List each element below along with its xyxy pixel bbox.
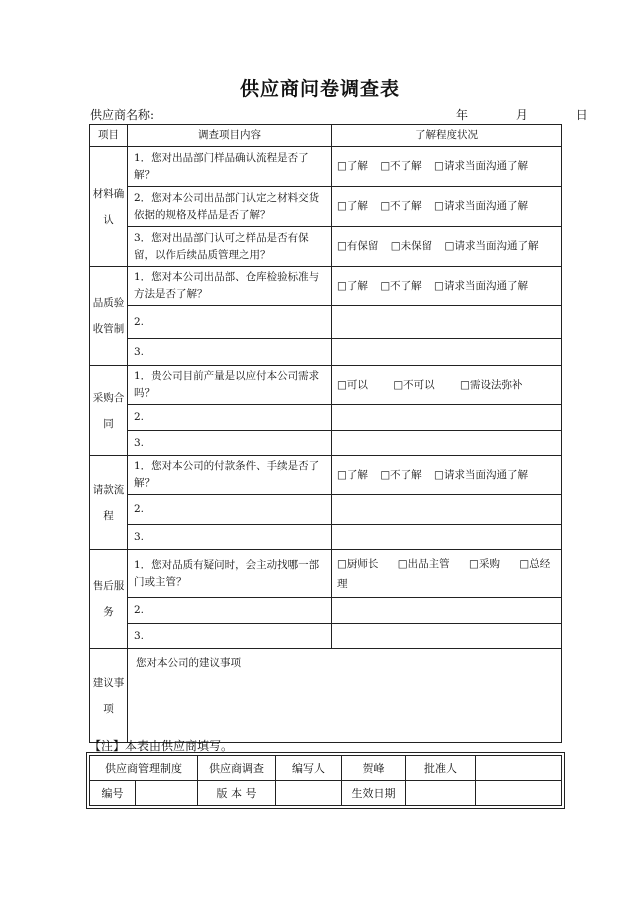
section-category: 售后服务 [90,550,128,649]
options-cell[interactable] [332,227,562,267]
option-checkbox[interactable]: □不了解 [380,468,422,481]
option-checkbox[interactable]: □请求当面沟通了解 [434,468,528,481]
question-cell: 3. [128,339,332,366]
table-row [90,598,562,624]
option-checkbox[interactable]: □了解 [337,279,368,292]
footer-cell: 生效日期 [342,781,406,806]
table-row [90,456,562,495]
option-checkbox[interactable]: □总经理 [337,557,551,590]
table-row [90,550,562,598]
header-status: 了解程度状况 [332,125,562,147]
question-cell: 2. [128,495,332,525]
option-checkbox[interactable]: □可以 [337,378,368,391]
options-cell[interactable] [332,306,562,339]
section-category: 品质验收管制 [90,267,128,366]
table-header-row [90,125,562,147]
question-cell: 1．您对本公司出品部、仓库检验标准与方法是否了解？ [128,267,332,306]
question-cell: 1．您对出品部门样品确认流程是否了解？ [128,147,332,187]
option-checkbox[interactable]: □采购 [469,557,500,570]
date-day: 日 [575,108,588,122]
option-checkbox[interactable]: □了解 [337,200,368,212]
option-checkbox[interactable]: □需设法弥补 [460,378,523,391]
header-content: 调查项目内容 [128,125,332,147]
question-cell: 2. [128,306,332,339]
question-cell: 3. [128,624,332,649]
options-cell[interactable] [332,525,562,550]
footer-row [90,781,562,806]
options-cell[interactable] [332,147,562,187]
table-row [90,339,562,366]
date-month: 月 [515,108,528,122]
option-checkbox[interactable]: □有保留 [337,240,379,252]
footer-cell[interactable] [276,781,342,806]
option-checkbox[interactable]: □了解 [337,160,368,172]
section-category: 材料确认 [90,147,128,267]
option-checkbox[interactable]: □不了解 [380,279,422,292]
option-checkbox[interactable]: □了解 [337,468,368,481]
footer-cell: 供应商管理制度 [90,756,198,781]
form-note: 【注】本表由供应商填写。 [89,739,234,753]
options-cell[interactable] [332,495,562,525]
footer-cell[interactable] [476,781,562,806]
question-cell: 2. [128,598,332,624]
document-title: 供应商问卷调查表 [239,78,400,100]
section-category: 采购合同 [90,366,128,456]
option-checkbox[interactable]: □请求当面沟通了解 [434,279,528,292]
option-checkbox[interactable]: □未保留 [390,240,433,252]
question-cell: 2. [128,405,332,431]
question-cell: 1．您对品质有疑问时，会主动找哪一部门或主管？ [128,550,332,598]
options-cell[interactable] [332,550,562,598]
suggestion-category: 建议事项 [90,649,128,743]
table-row [90,267,562,306]
question-cell: 3．您对出品部门认可之样品是否有保留，以作后续品质管理之用？ [128,227,332,267]
option-checkbox[interactable]: □出品主管 [397,557,450,570]
footer-cell[interactable] [476,756,562,781]
option-checkbox[interactable]: □不了解 [380,200,422,212]
options-cell[interactable] [332,267,562,306]
question-cell: 1．您对本公司的付款条件、手续是否了解？ [128,456,332,495]
table-row [90,431,562,456]
options-cell[interactable] [332,598,562,624]
footer-cell: 版 本 号 [198,781,276,806]
question-cell: 3. [128,525,332,550]
table-row [90,495,562,525]
question-cell: 3. [128,431,332,456]
options-cell[interactable] [332,431,562,456]
supplier-name-label: 供应商名称: [90,108,155,122]
options-cell[interactable] [332,405,562,431]
footer-cell: 贺峰 [342,756,406,781]
footer-cell: 批准人 [406,756,476,781]
option-checkbox[interactable]: □厨师长 [337,557,379,570]
table-row [90,187,562,227]
footer-cell[interactable] [136,781,198,806]
survey-table [89,124,562,743]
options-cell[interactable] [332,456,562,495]
date-field [456,106,588,123]
table-row [90,405,562,431]
table-row [90,147,562,187]
options-cell[interactable] [332,339,562,366]
table-row [90,227,562,267]
table-row [90,366,562,405]
option-checkbox[interactable]: □不了解 [380,160,422,172]
document-control-table [89,755,562,806]
option-checkbox[interactable]: □请求当面沟通了解 [444,240,539,252]
option-checkbox[interactable]: □请求当面沟通了解 [434,200,528,212]
footer-cell: 编写人 [276,756,342,781]
suggestion-row [90,649,562,743]
options-cell[interactable] [332,366,562,405]
date-year: 年 [456,108,469,122]
options-cell[interactable] [332,187,562,227]
footer-cell: 供应商调查 [198,756,276,781]
footer-cell: 编号 [90,781,136,806]
table-row [90,624,562,649]
option-checkbox[interactable]: □请求当面沟通了解 [434,160,528,172]
section-category: 请款流程 [90,456,128,550]
question-cell: 2．您对本公司出品部门认定之材料交货依据的规格及样品是否了解？ [128,187,332,227]
table-row [90,525,562,550]
footer-row [90,756,562,781]
footer-cell[interactable] [406,781,476,806]
options-cell[interactable] [332,624,562,649]
suggestion-field[interactable]: 您对本公司的建议事项 [128,649,562,743]
option-checkbox[interactable]: □不可以 [393,378,435,391]
question-cell: 1．贵公司目前产量是以应付本公司需求吗？ [128,366,332,405]
table-row [90,306,562,339]
header-item: 项目 [90,125,128,147]
